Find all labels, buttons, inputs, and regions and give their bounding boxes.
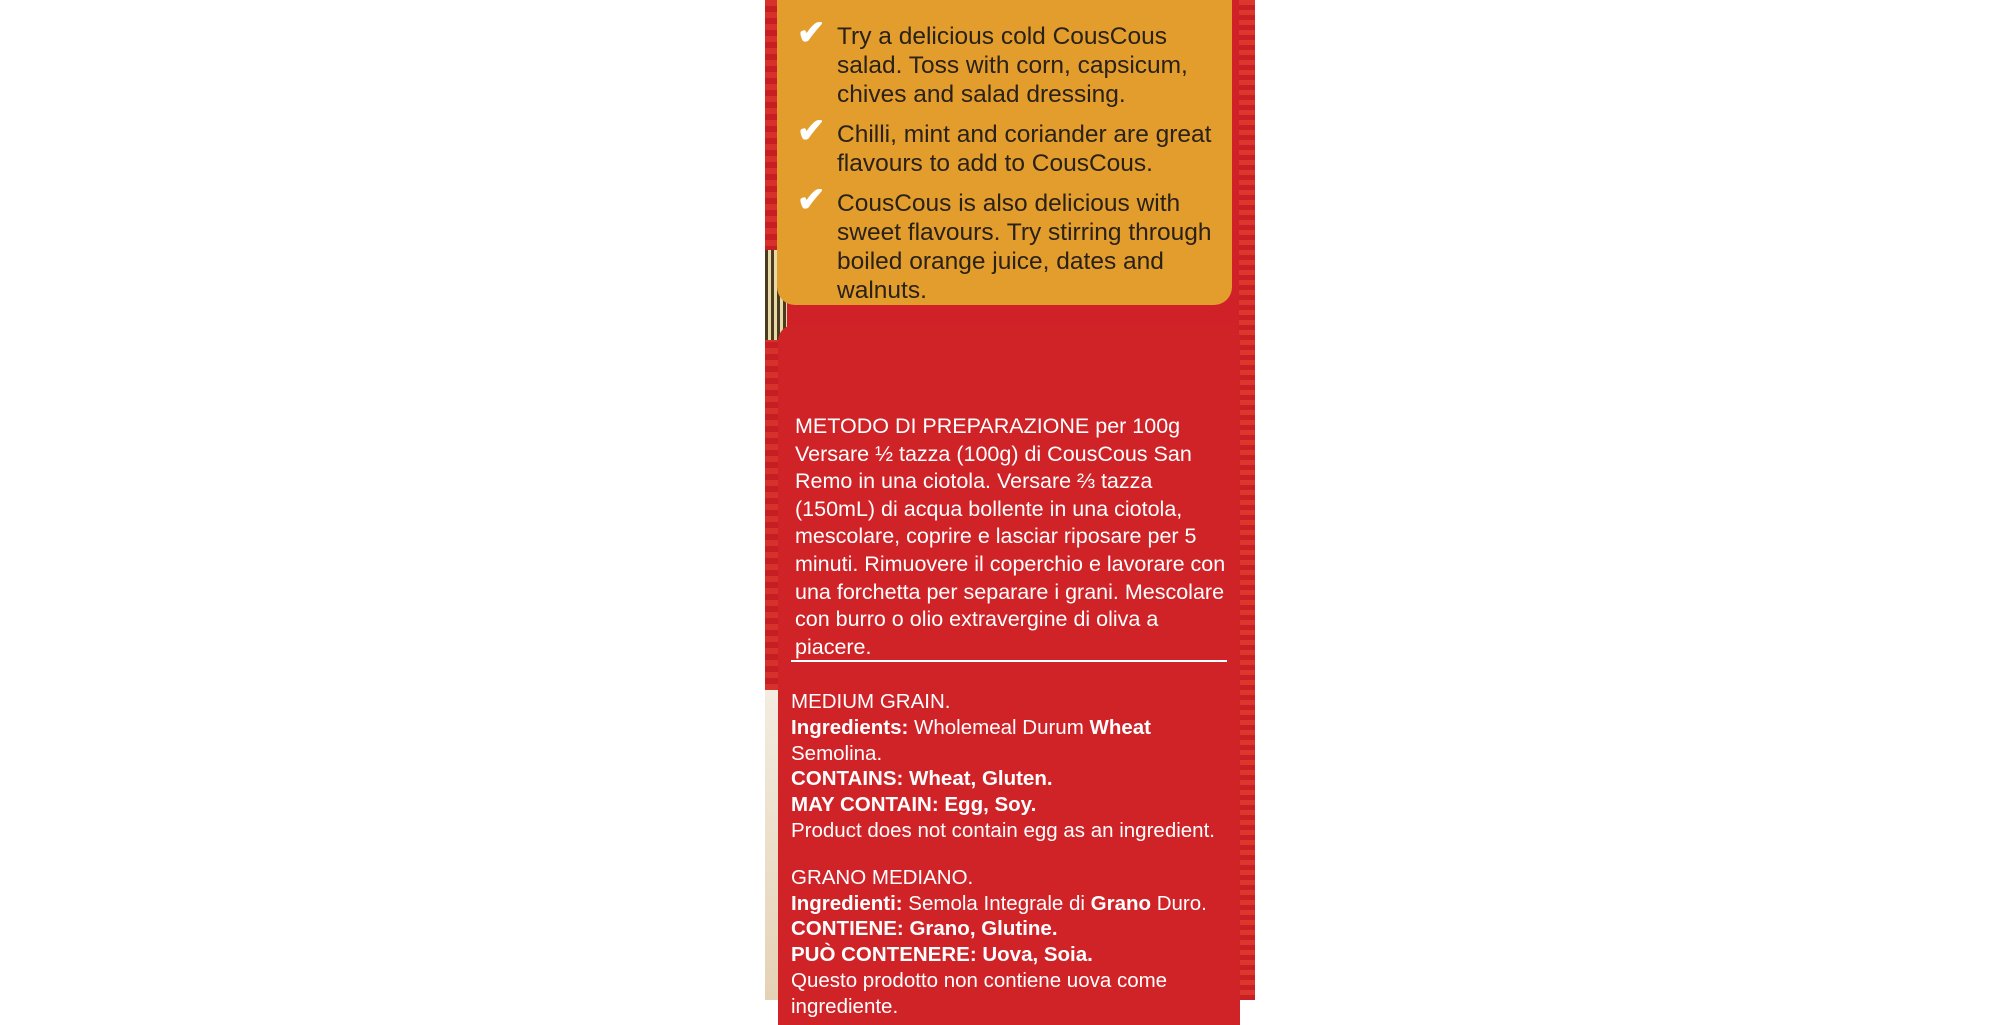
tip-item [777,14,1232,109]
tip-text: Try a delicious cold CousCous salad. Toss with corn, capsicum, chives and salad dressing. [837,23,1188,108]
egg-note-it: Questo prodotto non contiene uova come ingrediente. [791,968,1168,1018]
tip-text: Chilli, mint and coriander are great flavours to add to CousCous. [837,121,1212,177]
may-contain-it: PUÒ CONTENERE: Uova, Soia. [791,943,1093,967]
decorative-pattern-right [1239,0,1255,1000]
grain-type-en: MEDIUM GRAIN. [791,690,951,713]
may-contain-en: MAY CONTAIN: Egg, Soy. [791,793,1037,817]
serving-tips-box [777,0,1232,305]
method-heading: METODO DI PREPARAZIONE per 100g [795,414,1181,438]
ingredients-it [791,891,1241,917]
ingredients-text-en-pre: Wholemeal Durum [908,715,1090,739]
preparation-info-panel [778,325,1240,1025]
ingredients-en [791,715,1241,767]
preparation-method [795,413,1235,661]
grain-type-it: GRANO MEDIANO. [791,865,974,889]
package-panel [765,0,1255,1018]
tip-text: CousCous is also delicious with sweet flavours. Try stirring through boiled orange juice, dates and walnuts. [837,190,1212,304]
ingredients-text-it-post: Duro. [1151,891,1207,915]
check-icon: ✔ [797,14,826,52]
tips-list [777,0,1232,305]
ingredients-label-en: Ingredients: [791,715,909,739]
spacer [791,844,1241,865]
ingredients-allergen-en: Wheat [1089,715,1151,739]
allergen-info [791,689,1241,1020]
divider [791,660,1227,662]
tip-item [777,181,1232,305]
ingredients-allergen-it: Grano [1090,891,1152,915]
ingredients-label-it: Ingredienti: [791,891,903,915]
contains-en: CONTAINS: Wheat, Gluten. [791,767,1053,791]
egg-note-en: Product does not contain egg as an ingredient. [791,818,1215,842]
contains-it: CONTIENE: Grano, Glutine. [791,917,1058,941]
check-icon: ✔ [797,112,826,150]
tip-item [777,112,1232,178]
ingredients-text-en-post: Semolina. [791,741,883,765]
check-icon: ✔ [797,181,826,219]
ingredients-text-it-pre: Semola Integrale di [902,891,1091,915]
method-body: Versare ½ tazza (100g) di CousCous San Remo in una ciotola. Versare ⅔ tazza (150mL) di acqua bollente in una ciotola, mescolare, coprire e lasciar riposare per 5 minuti. Rimuovere il coperchio e lavorare con una forchetta per separare i grani. Mescolare con burro o olio extravergine di oliva a piacere. [795,441,1226,659]
